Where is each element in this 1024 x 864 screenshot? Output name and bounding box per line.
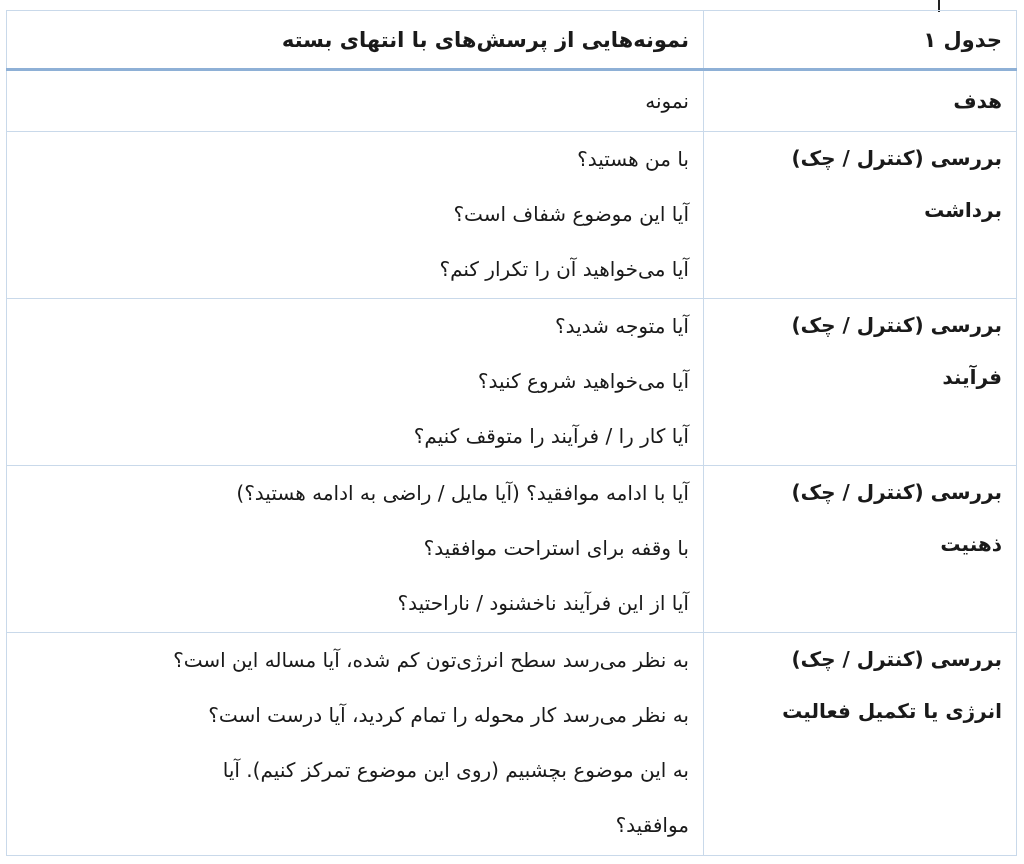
question-line: با وقفه برای استراحت موافقید؟ xyxy=(423,536,689,560)
row-label-line: بررسی (کنترل / چک) xyxy=(791,480,1002,504)
row-questions xyxy=(7,132,704,299)
closed-questions-table xyxy=(6,10,1017,856)
question-line: آیا می‌خواهید آن را تکرار کنم؟ xyxy=(439,257,689,281)
row-label-energy xyxy=(704,633,1017,856)
goal-label: هدف xyxy=(704,70,1017,132)
row-questions xyxy=(7,633,704,856)
question-line: آیا این موضوع شفاف است؟ xyxy=(453,202,689,226)
question-line: آیا می‌خواهید شروع کنید؟ xyxy=(477,369,689,393)
table-header-row xyxy=(7,11,1017,70)
row-label-line: فرآیند xyxy=(942,365,1002,389)
table-number-label: جدول ۱ xyxy=(704,11,1017,70)
row-label-process xyxy=(704,299,1017,466)
question-line: آیا با ادامه موافقید؟ (آیا مایل / راضی به ادامه هستید؟) xyxy=(236,481,689,505)
row-label-perception xyxy=(704,132,1017,299)
question-line: با من هستید؟ xyxy=(577,147,689,171)
row-label-line: ذهنیت xyxy=(940,532,1002,556)
question-line: آیا کار را / فرآیند را متوقف کنیم؟ xyxy=(413,424,689,448)
question-line: آیا از این فرآیند ناخشنود / ناراحتید؟ xyxy=(397,591,689,615)
row-label-line: بررسی (کنترل / چک) xyxy=(791,647,1002,671)
question-line: به این موضوع بچشبیم (روی این موضوع تمرکز کنیم). آیا xyxy=(222,758,689,782)
goal-value: نمونه xyxy=(7,70,704,132)
table-title: نمونه‌هایی از پرسش‌های با انتهای بسته xyxy=(7,11,704,70)
table-row xyxy=(7,132,1017,299)
row-label-line: بررسی (کنترل / چک) xyxy=(791,313,1002,337)
row-questions xyxy=(7,466,704,633)
row-label-line: انرژی یا تکمیل فعالیت xyxy=(782,699,1002,723)
table-row xyxy=(7,70,1017,132)
row-questions xyxy=(7,299,704,466)
question-line: به نظر می‌رسد سطح انرژی‌تون کم شده، آیا مساله این است؟ xyxy=(173,648,689,672)
question-line: به نظر می‌رسد کار محوله را تمام کردید، آیا درست است؟ xyxy=(208,703,689,727)
row-label-line: برداشت xyxy=(924,198,1002,222)
table-row xyxy=(7,299,1017,466)
table-row xyxy=(7,633,1017,856)
row-label-mindset xyxy=(704,466,1017,633)
question-line: آیا متوجه شدید؟ xyxy=(554,314,689,338)
table-row xyxy=(7,466,1017,633)
question-line: موافقید؟ xyxy=(615,813,689,837)
row-label-line: بررسی (کنترل / چک) xyxy=(791,146,1002,170)
